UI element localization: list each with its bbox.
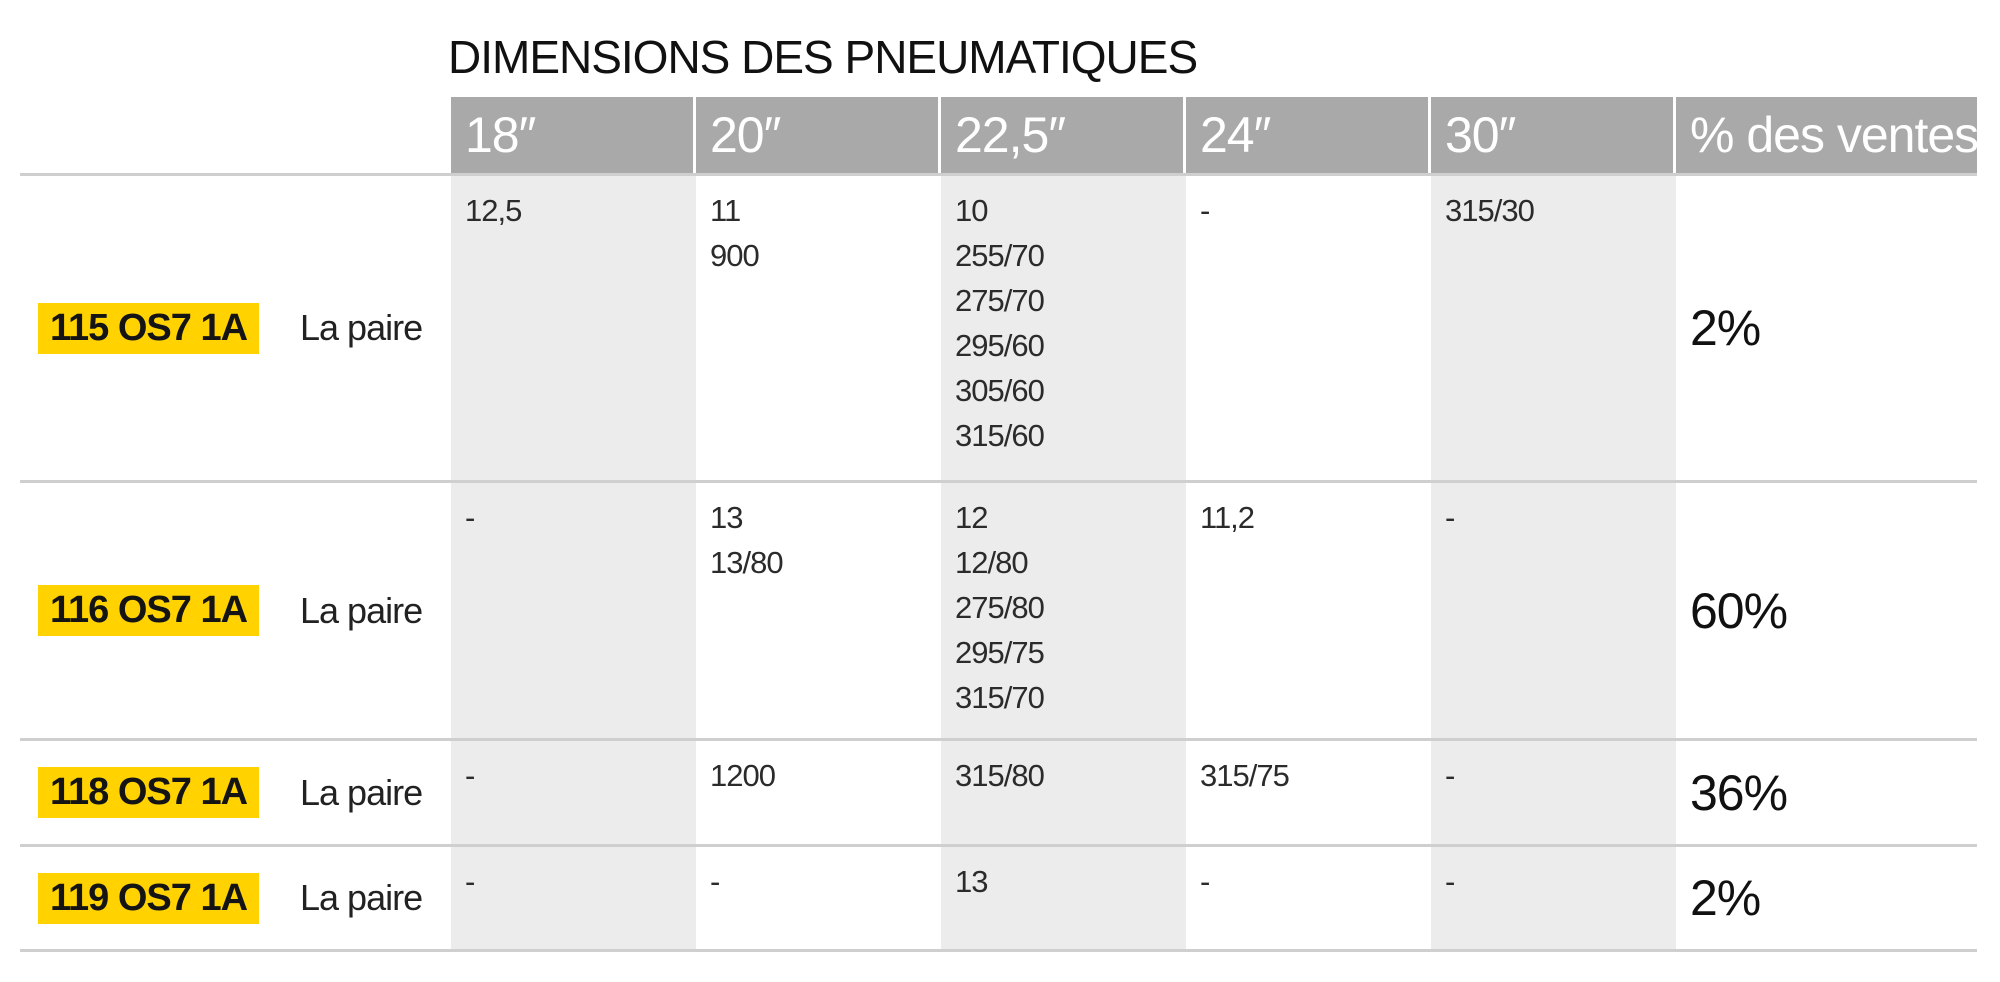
part-code-badge: 119 OS7 1A: [38, 873, 259, 924]
column-header-24: 24″: [1186, 97, 1431, 173]
size-cell: [941, 176, 1186, 480]
size-cell: [1186, 483, 1431, 738]
table-row: [20, 738, 1977, 844]
tire-size-value: 295/75: [955, 635, 1044, 670]
tire-size-value: 255/70: [955, 238, 1044, 273]
tire-size-value: 13: [955, 864, 988, 899]
tire-size-value: -: [465, 500, 475, 535]
tire-size-value: 315/70: [955, 680, 1044, 715]
tire-size-value: 13/80: [710, 545, 783, 580]
part-code-badge: 116 OS7 1A: [38, 585, 259, 636]
table-row: [20, 173, 1977, 480]
tire-size-value: 295/60: [955, 328, 1044, 363]
column-header-percent-sales: % des ventes: [1690, 107, 1979, 163]
size-cell: [941, 847, 1186, 949]
size-cell: [1431, 741, 1676, 844]
quantity-label: La paire: [300, 307, 423, 348]
quantity-label: La paire: [300, 771, 423, 813]
tire-size-value: 315/60: [955, 418, 1044, 453]
tire-size-value: 305/60: [955, 373, 1044, 408]
size-cell: [451, 741, 696, 844]
size-cell: [696, 483, 941, 738]
sales-percent: 60%: [1690, 582, 1788, 639]
tire-size-value: 1200: [710, 758, 775, 793]
tire-size-value: 12,5: [465, 193, 522, 228]
size-cell: [1431, 483, 1676, 738]
sales-percent: 2%: [1690, 300, 1761, 356]
sales-percent: 36%: [1690, 764, 1788, 821]
tire-size-value: -: [1445, 864, 1455, 899]
tire-size-value: 12: [955, 500, 988, 535]
size-cell: [1431, 176, 1676, 480]
tire-size-value: -: [1445, 500, 1455, 535]
column-header-18: 18″: [451, 97, 696, 173]
size-cell: [451, 847, 696, 949]
sales-percent: 2%: [1690, 870, 1761, 926]
row-label-area: [20, 741, 451, 844]
quantity-label: La paire: [300, 589, 423, 631]
tire-size-value: 315/75: [1200, 758, 1289, 793]
column-header-20: 20″: [696, 97, 941, 173]
tire-table-body: [20, 173, 1977, 952]
size-cell: [451, 176, 696, 480]
size-cell: [696, 847, 941, 949]
quantity-label: La paire: [300, 877, 423, 918]
tire-size-value: -: [710, 864, 720, 899]
column-header-row: [451, 97, 1977, 173]
size-cell: [1431, 847, 1676, 949]
table-title: DIMENSIONS DES PNEUMATIQUES: [448, 31, 1198, 83]
tire-size-value: 315/30: [1445, 193, 1534, 228]
size-cell: [941, 741, 1186, 844]
tire-size-value: -: [1200, 193, 1210, 228]
tire-size-value: 10: [955, 193, 988, 228]
tire-size-value: 275/70: [955, 283, 1044, 318]
tire-size-value: 13: [710, 500, 743, 535]
size-cell: [1186, 847, 1431, 949]
size-cell: [1186, 741, 1431, 844]
tire-size-value: 275/80: [955, 590, 1044, 625]
size-cell: [451, 483, 696, 738]
table-row: [20, 844, 1977, 952]
row-label-area: [20, 847, 451, 949]
tire-size-value: 11: [710, 193, 741, 228]
size-cell: [696, 176, 941, 480]
table-row: [20, 480, 1977, 738]
tire-size-value: -: [1445, 758, 1455, 793]
row-label-area: [20, 176, 451, 480]
tire-size-value: 11,2: [1200, 500, 1255, 535]
column-header-22-5: 22,5″: [941, 97, 1186, 173]
size-cell: [696, 741, 941, 844]
row-label-area: [20, 483, 451, 738]
part-code-badge: 118 OS7 1A: [38, 767, 259, 818]
column-header-30: 30″: [1431, 97, 1676, 173]
tire-size-value: 315/80: [955, 758, 1044, 793]
tire-size-value: 12/80: [955, 545, 1028, 580]
size-cell: [1186, 176, 1431, 480]
part-code-badge: 115 OS7 1A: [38, 303, 259, 354]
size-cell: [941, 483, 1186, 738]
tire-size-value: -: [465, 758, 475, 793]
tire-size-value: -: [1200, 864, 1210, 899]
tire-size-value: -: [465, 864, 475, 899]
tire-size-value: 900: [710, 238, 759, 273]
